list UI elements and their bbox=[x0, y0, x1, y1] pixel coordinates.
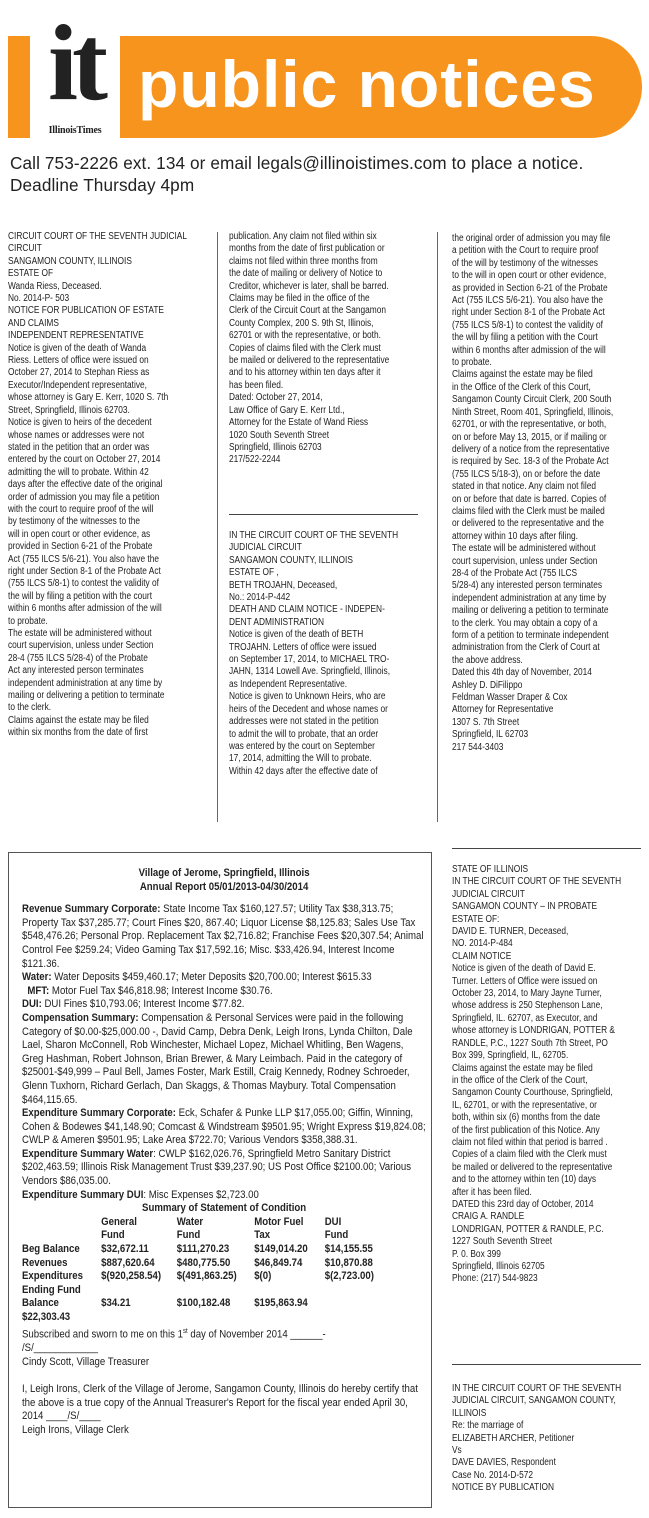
notice-line: 1020 South Seventh Street bbox=[229, 429, 330, 441]
notice-line: claims filed with the Clerk must be mailed bbox=[452, 505, 605, 517]
notice-line: ESTATE OF: bbox=[452, 913, 500, 925]
condition-table bbox=[22, 1216, 394, 1325]
notice-line: Dated this 4th day of November, 2014 bbox=[452, 667, 592, 679]
notice-line: Act (755 ILCS 5/6-21). You also have the bbox=[8, 553, 159, 565]
notice-line: CRAIG A. RANDLE bbox=[452, 1211, 525, 1223]
expenditure-dui bbox=[22, 1189, 426, 1203]
revenue-label: Revenue Summary Corporate: bbox=[22, 903, 161, 916]
notice-line: with the court to require proof of the will bbox=[8, 503, 154, 515]
expenditure-corporate bbox=[22, 1107, 426, 1148]
notice-line: Re: the marriage of bbox=[452, 1420, 524, 1432]
notice-line: Claims may be filed in the office of the bbox=[229, 293, 370, 305]
notice-line: DAVE DAVIES, Respondent bbox=[452, 1457, 556, 1469]
masthead-accent bbox=[8, 36, 30, 138]
notice-line: 17, 2014, admitting the Will to probate. bbox=[229, 753, 372, 765]
notice-line: NOTICE BY PUBLICATION bbox=[452, 1482, 555, 1494]
expenditure-water bbox=[22, 1148, 426, 1189]
table-row: Revenues $887,620.64 $480,775.50 $46,849.74 $10,870.88 bbox=[22, 1256, 373, 1269]
notice-line: LONDRIGAN, POTTER & RANDLE, P.C. bbox=[452, 1223, 604, 1235]
notice-line: admitting the will to probate. Within 42 bbox=[8, 466, 149, 478]
deadline-line: Deadline Thursday 4pm bbox=[10, 175, 195, 195]
report-subtitle: Annual Report 05/01/2013-04/30/2014 bbox=[139, 880, 309, 893]
notice-line: Springfield, IL 62703 bbox=[452, 729, 529, 741]
table-header: Motor Fuel Tax bbox=[254, 1215, 304, 1242]
notice-line: mailing or delivering a petition to terminate bbox=[452, 605, 609, 617]
notice-line: 217/522-2244 bbox=[229, 454, 281, 466]
clerk-name: Leigh Irons, Village Clerk bbox=[22, 1423, 129, 1436]
notice-line: claims not filed within three months from bbox=[229, 255, 378, 267]
notice-line: Claims against the estate may be filed bbox=[452, 369, 593, 381]
notice-line: CIRCUIT COURT OF THE SEVENTH JUDICIAL bbox=[8, 231, 188, 242]
notice-line: of the will by testimony of the witnesses bbox=[452, 257, 598, 269]
notice-line: entered by the court on October 27, 2014 bbox=[8, 454, 161, 466]
notice-line: CLAIM NOTICE bbox=[452, 950, 512, 962]
notice-line: The estate will be administered without bbox=[8, 628, 152, 639]
notice-line: Copies of claims filed with the Clerk must bbox=[229, 342, 381, 354]
notice-divider bbox=[452, 848, 641, 849]
notice-line: publication. Any claim not filed within six bbox=[229, 231, 377, 242]
notice-line: CIRCUIT bbox=[8, 243, 42, 255]
notice-line: as Independent Representative. bbox=[229, 678, 348, 690]
dui-text: DUI Fines $10,793.06; Interest Income $77.82. bbox=[41, 998, 245, 1011]
expenditure-water-label: Expenditure Summary Water bbox=[22, 1147, 154, 1160]
notice-line: Springfield, IL. 62707, as Executor, and bbox=[452, 1012, 598, 1024]
notice-line: Act (755 ILCS 5/6-21). You also have the bbox=[452, 295, 603, 307]
notice-line: RANDLE, P.C., 1227 South 7th Street, PO bbox=[452, 1037, 608, 1049]
annual-report bbox=[22, 867, 426, 1437]
notice-line: Riess. Letters of office were issued on bbox=[8, 355, 149, 367]
notice-line: on or before that date is barred. Copies of bbox=[452, 493, 607, 505]
notice-line: ESTATE OF bbox=[8, 268, 54, 280]
notice-line: to probate. bbox=[8, 615, 48, 627]
notice-line: NOTICE FOR PUBLICATION OF ESTATE bbox=[8, 305, 164, 317]
notice-line: INDEPENDENT REPRESENTATIVE bbox=[8, 330, 144, 342]
notice-line: P. 0. Box 399 bbox=[452, 1248, 501, 1260]
notice-line: 5/28-4) any interested person terminates bbox=[452, 580, 603, 592]
notice-line: within 6 months after admission of the will bbox=[452, 344, 606, 356]
notice-line: JUDICIAL CIRCUIT bbox=[452, 888, 525, 900]
notice-line: was entered by the court on September bbox=[229, 740, 375, 752]
notice-line: Case No. 2014-D-572 bbox=[452, 1469, 534, 1481]
notice-line: administration from the Clerk of Court at bbox=[452, 642, 600, 654]
contact-info bbox=[10, 152, 642, 196]
notice-line: Vs bbox=[452, 1445, 462, 1457]
expenditure-corporate-text: Eck, Schafer & Punke LLP $17,055.00; Giffin, Winning, Cohen & Bodewes $41,148.90; Comcast & Windstream $9501.95; Wright Express $19,824.08; CWLP & Ameren $9501.95; Lake Area $722.70; Various Vendors $358,388.31. bbox=[22, 1107, 426, 1147]
notice-line: 62701, or with the representative, or both, bbox=[452, 419, 607, 431]
notice-line: Notice is given to Unknown Heirs, who are bbox=[229, 691, 386, 703]
masthead bbox=[8, 12, 646, 138]
notice-line: the original order of admission you may file bbox=[452, 233, 611, 244]
notice-line: AND CLAIMS bbox=[8, 317, 59, 329]
column-separator bbox=[437, 232, 438, 822]
notice-line: STATE OF ILLINOIS bbox=[452, 864, 529, 875]
notice-line: whose names or addresses were not bbox=[8, 429, 145, 441]
table-header: General Fund bbox=[101, 1215, 137, 1242]
notice-line: IL, 62701, or with the representative, or bbox=[452, 1099, 597, 1111]
notice-line: on or before May 13, 2015, or if mailing or bbox=[452, 431, 607, 443]
notice-line: independent administration at any time by bbox=[452, 592, 607, 604]
notice-line: Phone: (217) 544-9823 bbox=[452, 1273, 538, 1285]
notice-line: ESTATE OF , bbox=[229, 567, 279, 579]
notice-line: Dated: October 27, 2014, bbox=[229, 392, 323, 404]
compensation-text: Compensation & Personal Services were paid in the following Category of $0.00-$25,000.00 -, David Camp, Debra Denk, Leigh Irons, Lynda Chilton, Dale Lael, Sharon McConnell, Rob Winchester, Michael Lopez, Michael Whitling, Ben Wagens, Greg Hashman, Robert Johnson, Brian Brewer, & Mary Leimbach. Paid in the category of $25001-$49,999 – Paul Bell, James Foster, Mark Estill, Craig Kennedy, Rodney Schroeder, Glenn Tuxhorn, Richard Gerlach, Dan Skaggs, & Thomas Maybury. Total Compensation $464,115.65. bbox=[22, 1011, 413, 1106]
notice-line: form of a petition to terminate independent bbox=[452, 630, 609, 641]
notice-line: (755 ILCS 5/8-1) to contest the validity of bbox=[8, 578, 159, 590]
notice-line: be mailed or delivered to the representative bbox=[452, 1161, 613, 1173]
notice-riess bbox=[8, 231, 204, 740]
notice-line: within 6 months after admission of the will bbox=[8, 603, 162, 615]
notice-line: within six months from the date of first bbox=[8, 727, 148, 739]
notice-divider bbox=[452, 1364, 641, 1365]
notice-line: (755 ILCS 5/8-1) to contest the validity of bbox=[452, 319, 603, 331]
notice-line: order of admission you may file a petition bbox=[8, 491, 160, 503]
dui-summary bbox=[22, 998, 426, 1012]
notice-line: No. 2014-P- 503 bbox=[8, 293, 70, 305]
notice-line: TROJAHN. Letters of office were issued bbox=[229, 641, 377, 653]
notice-line: SANGAMON COUNTY – IN PROBATE bbox=[452, 901, 598, 913]
notice-line: as provided in Section 6-21 of the Probate bbox=[452, 282, 608, 294]
notice-line: DENT ADMINISTRATION bbox=[229, 616, 325, 628]
notice-line: whose attorney is LONDRIGAN, POTTER & bbox=[452, 1025, 615, 1037]
treasurer-name: Cindy Scott, Village Treasurer bbox=[22, 1355, 150, 1368]
notice-line: and to the attorney within ten (10) days bbox=[452, 1174, 597, 1186]
revenue-text: State Income Tax $160,127.57; Utility Tax $38,313.75; Property Tax $37,285.77; Court Fines $20, 867.40; Liquor License $8,125.83; Sales Use Tax $548,476.26; Personal Prop. Replacement Tax $2,716.82; Franchise Fees $20,307.54; Animal Control Fee $259.24; Video Gaming Tax $17,592.16; Misc. $33,426.94, Interest Income $121.36. bbox=[22, 903, 424, 970]
notice-line: Notice is given of the death of BETH bbox=[229, 629, 364, 641]
notice-line: DEATH AND CLAIM NOTICE - INDEPEN- bbox=[229, 604, 385, 616]
notice-line: No.: 2014-P-442 bbox=[229, 592, 291, 604]
notice-line: the date of mailing or delivery of Notice to bbox=[229, 268, 383, 280]
notice-line: 28-4 of the Probate Act (755 ILCS bbox=[452, 567, 578, 579]
water-label: Water: bbox=[22, 971, 52, 984]
notice-line: The estate will be administered without bbox=[452, 543, 596, 555]
logo-mark: it bbox=[48, 12, 102, 123]
notice-line: 217 544-3403 bbox=[452, 741, 504, 753]
notice-line: the above address. bbox=[452, 654, 523, 666]
notice-line: JUDICIAL CIRCUIT, SANGAMON COUNTY, bbox=[452, 1395, 616, 1407]
notice-line: the will by filing a petition with the court bbox=[8, 590, 153, 602]
notice-line: claim not filed within that period is barred . bbox=[452, 1136, 608, 1148]
notice-line: right under Section 8-1 of the Probate Act bbox=[452, 307, 605, 319]
notice-line: the will by filing a petition with the Court bbox=[452, 332, 598, 344]
notice-line: October 27, 2014 to Stephan Riess as bbox=[8, 367, 150, 379]
notice-line: Box 399, Springfield, IL, 62705. bbox=[452, 1050, 569, 1062]
notice-line: Claims against the estate may be filed bbox=[452, 1062, 593, 1074]
notice-line: Wanda Riess, Deceased. bbox=[8, 280, 102, 292]
compensation-label: Compensation Summary: bbox=[22, 1011, 139, 1024]
notice-line: and to his attorney within ten days after it bbox=[229, 367, 381, 379]
notice-line: BETH TROJAHN, Deceased, bbox=[229, 579, 338, 591]
notice-line: ILLINOIS bbox=[452, 1407, 487, 1419]
notice-line: independent administration at any time by bbox=[8, 677, 163, 689]
table-row: Expenditures $(920,258.54) $(491,863.25) $(0) $(2,723.00) bbox=[22, 1270, 374, 1283]
notice-line: Creditor, whichever is later, shall be barred. bbox=[229, 280, 389, 292]
notice-line: will in open court or other evidence, as bbox=[8, 528, 151, 540]
mft-label: MFT: bbox=[22, 984, 50, 997]
table-row: $22,303.43 bbox=[22, 1311, 71, 1323]
report-title: Village of Jerome, Springfield, Illinois bbox=[138, 867, 310, 879]
notice-line: attorney within 10 days after filing. bbox=[452, 530, 578, 542]
table-header: Water Fund bbox=[176, 1215, 204, 1242]
notice-line: JUDICIAL CIRCUIT bbox=[229, 542, 302, 554]
table-row: Ending Fund bbox=[22, 1283, 81, 1296]
column-separator bbox=[217, 232, 218, 822]
notice-line: Executor/Independent representative, bbox=[8, 379, 147, 391]
notice-line: to the will in open court or other evidence, bbox=[452, 270, 607, 282]
clerk-certification: I, Leigh Irons, Clerk of the Village of Jerome, Sangamon County, Illinois do hereby certify that the above is a true copy of the Annual Treasurer's Report for the fiscal year ended April 30, 2014 ____/S/____ bbox=[22, 1383, 418, 1423]
mft-summary bbox=[22, 985, 426, 999]
notice-line: by testimony of the witnesses to the bbox=[8, 516, 140, 528]
notice-line: Notice is given to heirs of the decedent bbox=[8, 417, 152, 429]
notice-line: mailing or delivering a petition to terminate bbox=[8, 690, 165, 702]
notice-line: or delivered to the representative and the bbox=[452, 518, 604, 530]
notice-line: (755 ILCS 5/18-3), on or before the date bbox=[452, 468, 601, 480]
notice-line: Within 42 days after the effective date of bbox=[229, 765, 378, 777]
notice-line: court supervision, unless under Section bbox=[8, 640, 154, 652]
notice-line: days after the effective date of the original bbox=[8, 479, 163, 491]
notice-line: Attorney for Representative bbox=[452, 704, 554, 716]
notice-line: both, within six (6) months from the date bbox=[452, 1112, 601, 1124]
notice-line: is required by Sec. 18-3 of the Probate Act bbox=[452, 456, 609, 468]
notice-line: whose attorney is Gary E. Kerr, 1020 S. 7th bbox=[8, 392, 169, 404]
notice-line: of the first publication of this Notice. Any bbox=[452, 1124, 600, 1136]
notice-line: Clerk of the Circuit Court at the Sangamon bbox=[229, 305, 386, 317]
water-summary bbox=[22, 971, 426, 985]
notice-line: Street, Springfield, Illinois 62703. bbox=[8, 404, 130, 416]
notice-line: heirs of the Decedent and whose names or bbox=[229, 703, 388, 715]
sworn-line: Subscribed and sworn to me on this 1st day of November 2014 ______- bbox=[22, 1327, 326, 1341]
notice-line: JAHN, 1314 Lowell Ave. Springfield, Illinois, bbox=[229, 666, 391, 678]
annual-report-box bbox=[8, 852, 432, 1508]
notice-divider bbox=[229, 514, 418, 515]
notice-line: to the clerk. You may obtain a copy of a bbox=[452, 617, 598, 629]
notice-line: Ashley D. DiFilippo bbox=[452, 679, 523, 691]
notice-line: SANGAMON COUNTY, ILLINOIS bbox=[229, 554, 353, 566]
notice-line: Springfield, Illinois 62705 bbox=[452, 1261, 545, 1272]
notice-line: addresses were not stated in the petition bbox=[229, 716, 379, 728]
notice-line: court supervision, unless under Section bbox=[452, 555, 598, 567]
notice-trojahn bbox=[229, 530, 425, 778]
notice-line: to probate. bbox=[452, 357, 492, 369]
notice-line: provided in Section 6-21 of the Probate bbox=[8, 541, 153, 553]
notice-line: IN THE CIRCUIT COURT OF THE SEVENTH bbox=[229, 530, 399, 541]
illinois-times-logo bbox=[30, 12, 120, 138]
notice-line: Act any interested person terminates bbox=[8, 665, 144, 677]
dui-label: DUI: bbox=[22, 998, 42, 1011]
notice-line: to admit the will to probate, that an order bbox=[229, 728, 379, 740]
notice-line: a petition with the Court to require proof bbox=[452, 245, 599, 257]
notice-line: IN THE CIRCUIT COURT OF THE SEVENTH bbox=[452, 1383, 622, 1394]
notice-line: October 23, 2014, to Mary Jayne Turner, bbox=[452, 988, 602, 1000]
notice-line: has been filed. bbox=[229, 379, 284, 391]
notice-line: DATED this 23rd day of October, 2014 bbox=[452, 1198, 594, 1210]
notice-line: Notice is given of the death of David E. bbox=[452, 963, 596, 975]
notice-archer bbox=[452, 1383, 648, 1495]
treasurer-signature: /S/____________ bbox=[22, 1341, 98, 1354]
notice-line: Ninth Street, Room 401, Springfield, Illinois, bbox=[452, 406, 614, 418]
notice-line: Attorney for the Estate of Wand Riess bbox=[229, 417, 369, 429]
expenditure-dui-label: Expenditure Summary DUI bbox=[22, 1188, 144, 1201]
notice-line: Sangamon County Courthouse, Springfield, bbox=[452, 1087, 613, 1099]
notice-line: months from the date of first publication or bbox=[229, 243, 385, 255]
table-header-row bbox=[22, 1216, 394, 1243]
summary-title: Summary of Statement of Condition bbox=[142, 1202, 307, 1215]
notice-line: 62701 or with the representative, or both. bbox=[229, 330, 381, 342]
notice-line: 1307 S. 7th Street bbox=[452, 716, 520, 728]
expenditure-water-text: : CWLP $162,026.76, Springfield Metro Sanitary District $202,463.59; Illinois Risk Management Trust $39,237.90; US Post Office $2100.00; Various Vendors $86,035.00. bbox=[22, 1147, 412, 1188]
notice-line: Turner. Letters of Office were issued on bbox=[452, 975, 598, 987]
table-header: DUI Fund bbox=[324, 1215, 349, 1242]
notice-line: Copies of a claim filed with the Clerk must bbox=[452, 1149, 607, 1161]
notice-riess-continued bbox=[229, 231, 425, 467]
notice-line: IN THE CIRCUIT COURT OF THE SEVENTH bbox=[452, 876, 622, 888]
water-text: Water Deposits $459,460.17; Meter Deposits $20,700.00; Interest $615.33 bbox=[51, 971, 372, 984]
notice-line: Law Office of Gary E. Kerr Ltd., bbox=[229, 404, 345, 416]
revenue-summary bbox=[22, 903, 426, 971]
table-header bbox=[22, 1216, 101, 1243]
table-row: Balance $34.21 $100,182.48 $195,863.94 bbox=[22, 1297, 308, 1310]
notice-line: on September 17, 2014, to MICHAEL TRO- bbox=[229, 654, 390, 666]
notice-line: stated in the petition that an order was bbox=[8, 441, 150, 453]
notice-line: after it has been filed. bbox=[452, 1186, 532, 1198]
notice-line: Claims against the estate may be filed bbox=[8, 714, 149, 726]
notice-line: delivery of a notice from the representative bbox=[452, 443, 610, 455]
notice-line: Feldman Wasser Draper & Cox bbox=[452, 692, 568, 704]
notice-line: County Complex, 200 S. 9th St, Illinois, bbox=[229, 317, 374, 329]
expenditure-corporate-label: Expenditure Summary Corporate: bbox=[22, 1107, 176, 1120]
notice-line: 28-4 (755 ILCS 5/28-4) of the Probate bbox=[8, 652, 148, 664]
notice-line: in the Office of the Clerk of this Court, bbox=[452, 381, 591, 393]
logo-wordmark: IllinoisTimes bbox=[48, 125, 102, 136]
contact-line: Call 753-2226 ext. 134 or email legals@illinoistimes.com to place a notice. bbox=[10, 153, 584, 173]
notice-line: SANGAMON COUNTY, ILLINOIS bbox=[8, 255, 132, 267]
notice-line: Notice is given of the death of Wanda bbox=[8, 342, 147, 354]
notice-line: whose address is 250 Stephenson Lane, bbox=[452, 1000, 603, 1012]
notice-line: to the clerk. bbox=[8, 702, 52, 714]
table-row: Beg Balance $32,672.11 $111,270.23 $149,014.20 $14,155.55 bbox=[22, 1243, 373, 1256]
notice-turner bbox=[452, 864, 648, 1286]
notice-line: stated in that notice. Any claim not filed bbox=[452, 481, 597, 493]
notice-line: 1227 South Seventh Street bbox=[452, 1236, 553, 1248]
notice-line: right under Section 8-1 of the Probate Act bbox=[8, 565, 161, 577]
notice-line: Sangamon County Circuit Clerk, 200 South bbox=[452, 394, 612, 406]
notice-line: Springfield, Illinois 62703 bbox=[229, 441, 322, 453]
page-title: public notices bbox=[138, 47, 596, 121]
notice-line: be mailed or delivered to the representative bbox=[229, 355, 390, 367]
mft-text: Motor Fuel Tax $46,818.98; Interest Income $30.76. bbox=[49, 984, 273, 997]
notice-line: NO. 2014-P-484 bbox=[452, 938, 513, 950]
compensation-summary bbox=[22, 1012, 426, 1107]
notice-line: in the office of the Clerk of the Court, bbox=[452, 1074, 588, 1086]
notice-trojahn-continued bbox=[452, 233, 648, 754]
notice-line: ELIZABETH ARCHER, Petitioner bbox=[452, 1432, 575, 1444]
expenditure-dui-text: : Misc Expenses $2,723.00 bbox=[143, 1188, 259, 1201]
notice-line: DAVID E. TURNER, Deceased, bbox=[452, 926, 569, 938]
